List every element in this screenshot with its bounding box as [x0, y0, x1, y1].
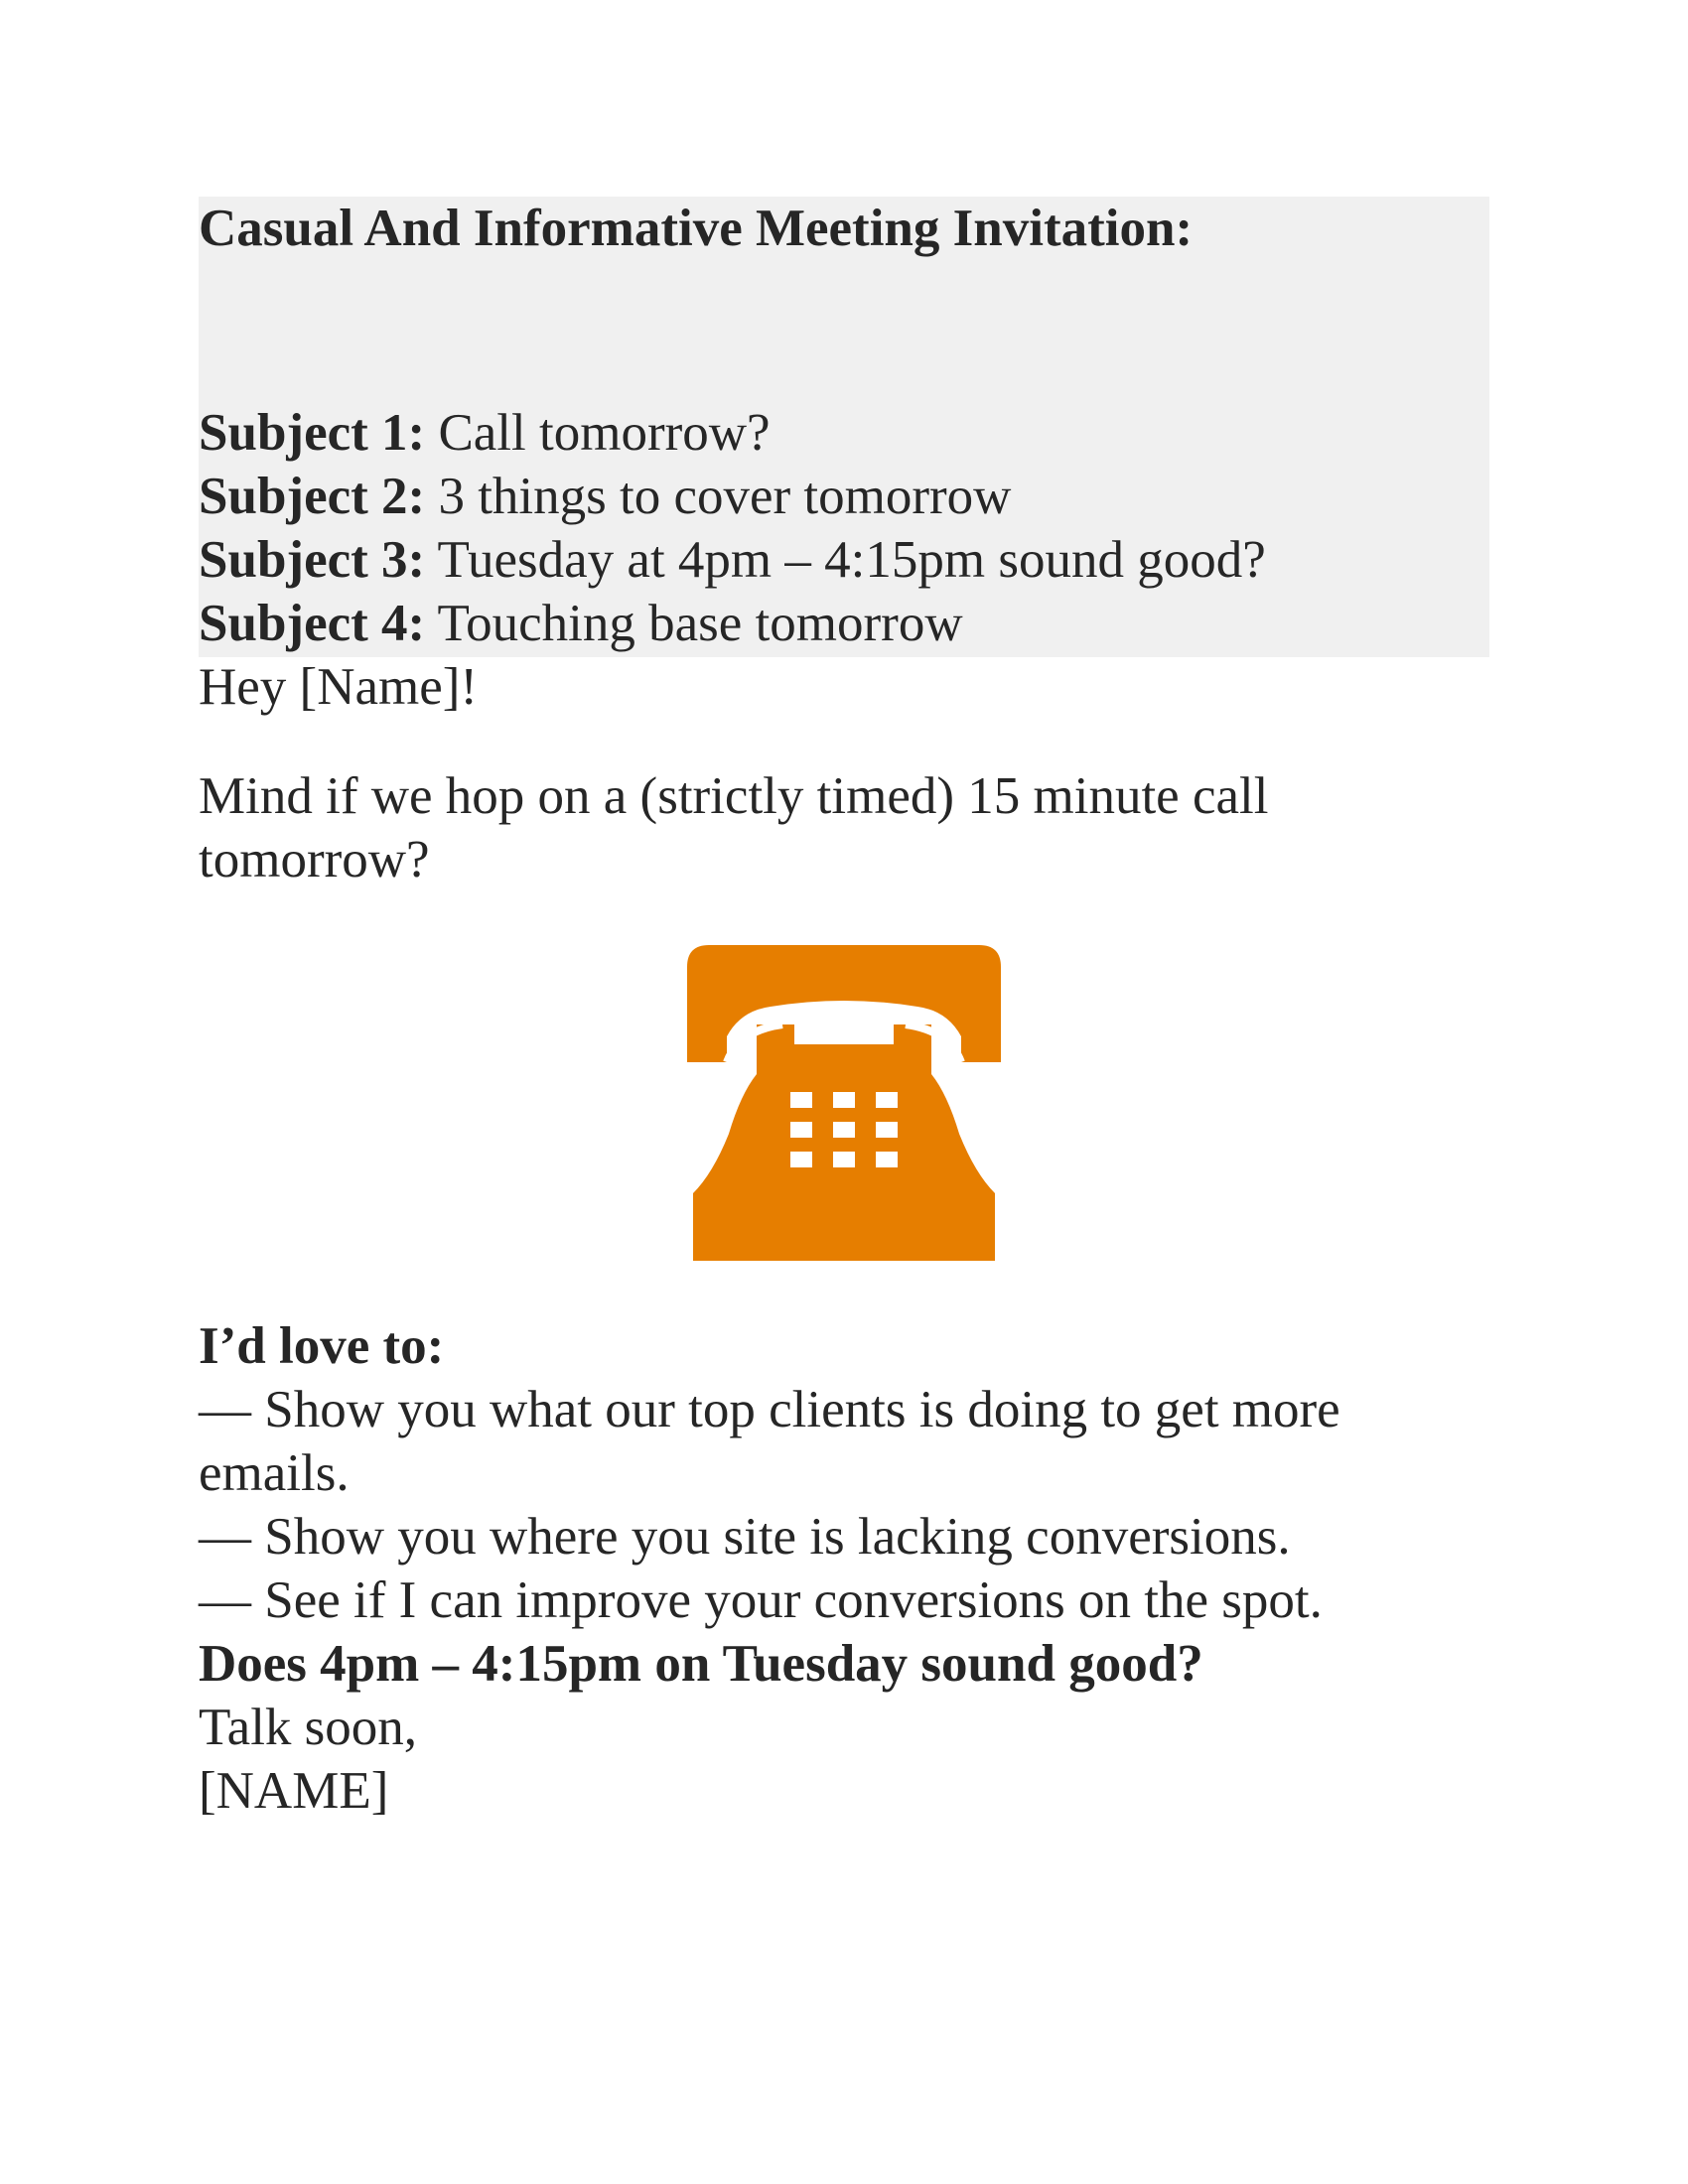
subject-list	[199, 401, 1489, 655]
bullet-item-3: — See if I can improve your conversions on the spot.	[199, 1571, 1323, 1629]
signature: [NAME]	[199, 1762, 389, 1820]
love-heading: I’d love to:	[199, 1317, 445, 1375]
subject-text: Call tomorrow?	[438, 404, 771, 462]
subject-label: Subject 2:	[199, 468, 426, 525]
subject-line-3	[199, 528, 1489, 592]
subject-label: Subject 1:	[199, 404, 426, 462]
bullet-item-1: — Show you what our top clients is doing to get more emails.	[199, 1381, 1340, 1502]
subject-line-1	[199, 401, 1489, 465]
subject-text: 3 things to cover tomorrow	[438, 468, 1012, 525]
intro-paragraph: Mind if we hop on a (strictly timed) 15 minute call tomorrow?	[199, 767, 1269, 888]
subject-line-2	[199, 465, 1489, 528]
document-content	[199, 197, 1489, 1823]
greeting: Hey [Name]!	[199, 658, 479, 716]
phone-image-container	[199, 945, 1489, 1263]
page-title: Casual And Informative Meeting Invitation:	[199, 200, 1194, 257]
telephone-icon	[687, 945, 1001, 1261]
subject-text: Tuesday at 4pm – 4:15pm sound good?	[437, 531, 1266, 589]
subject-line-4	[199, 592, 1489, 655]
subject-label: Subject 4:	[199, 595, 426, 652]
signoff: Talk soon,	[199, 1699, 418, 1756]
bullet-item-2: — Show you where you site is lacking conversions.	[199, 1508, 1291, 1566]
subject-text: Touching base tomorrow	[437, 595, 963, 652]
closing-question: Does 4pm – 4:15pm on Tuesday sound good?	[199, 1635, 1203, 1693]
subject-label: Subject 3:	[199, 531, 426, 589]
